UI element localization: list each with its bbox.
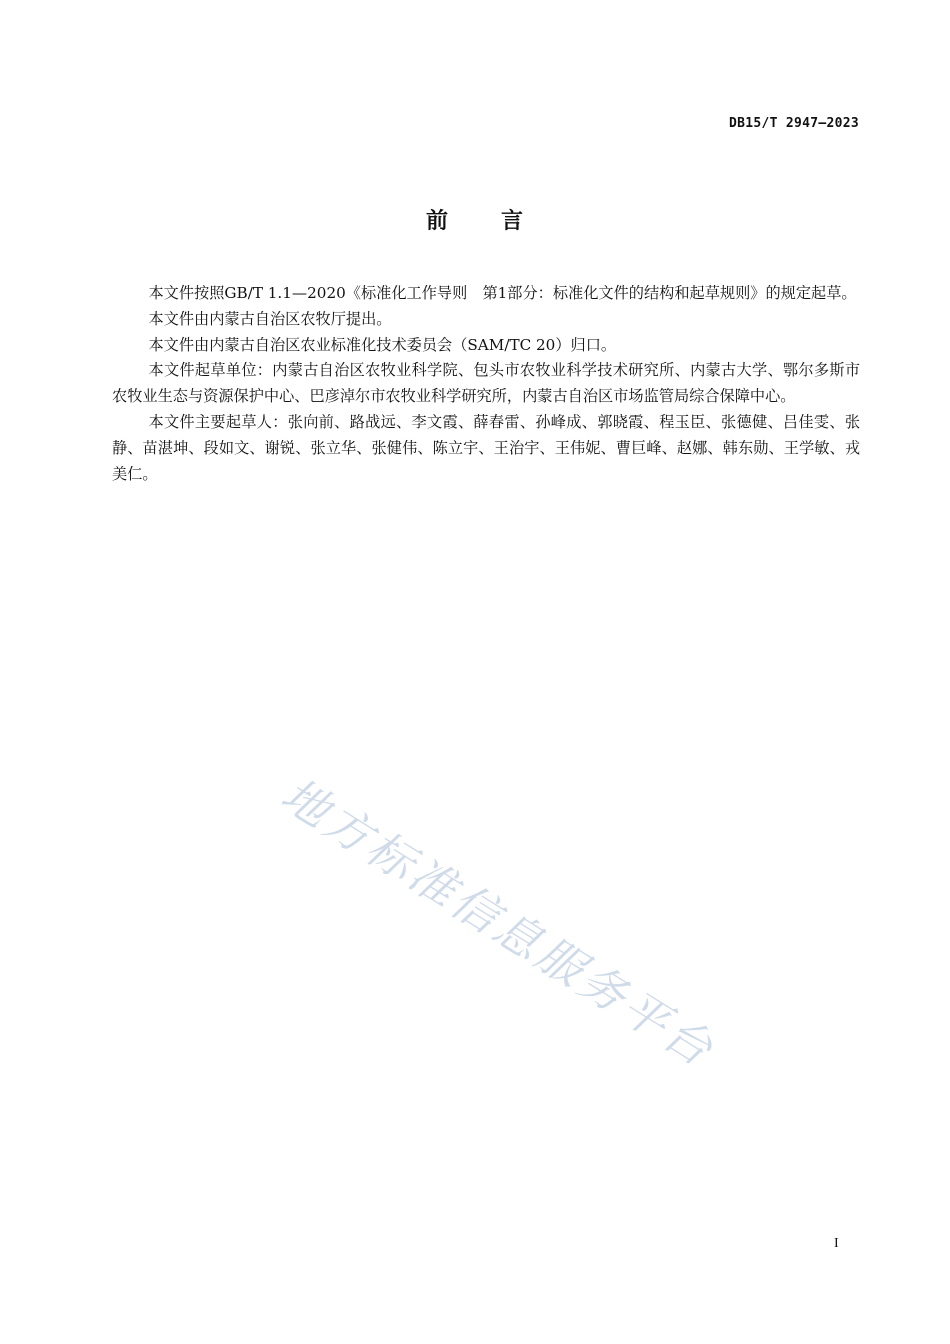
paragraph-proposer: 本文件由内蒙古自治区农牧厅提出。 <box>148 309 392 328</box>
paragraph-drafting-rule: 本文件按照GB/T 1.1—2020《标准化工作导则 第1部分：标准化文件的结构和起草规则》的规定起草。 <box>148 284 857 302</box>
title-char-right: 言 <box>501 209 525 234</box>
title-char-left: 前 <box>425 209 449 234</box>
watermark: 地方标准信息服务平台 <box>272 767 725 1078</box>
page-number: I <box>834 1236 839 1251</box>
document-code: DB15/T 2947—2023 <box>728 116 859 131</box>
paragraph-committee: 本文件由内蒙古自治区农业标准化技术委员会（SAM/TC 20）归口。 <box>148 335 617 354</box>
paragraph-drafters: 本文件主要起草人：张向前、路战远、李文霞、薛春雷、孙峰成、郭晓霞、程玉臣、张德健、吕佳雯、张静、苗湛坤、段如文、谢锐、张立华、张健伟、陈立宇、王治宇、王伟妮、曹巨峰、赵娜、韩东勋、王学敏、戎美仁。 <box>112 412 860 483</box>
foreword-body <box>112 281 860 487</box>
paragraph-drafting-units: 本文件起草单位：内蒙古自治区农牧业科学院、包头市农牧业科学技术研究所、内蒙古大学、鄂尔多斯市农牧业生态与资源保护中心、巴彦淖尔市农牧业科学研究所，内蒙古自治区市场监管局综合保障中心。 <box>112 361 860 406</box>
page-title <box>0 204 950 235</box>
